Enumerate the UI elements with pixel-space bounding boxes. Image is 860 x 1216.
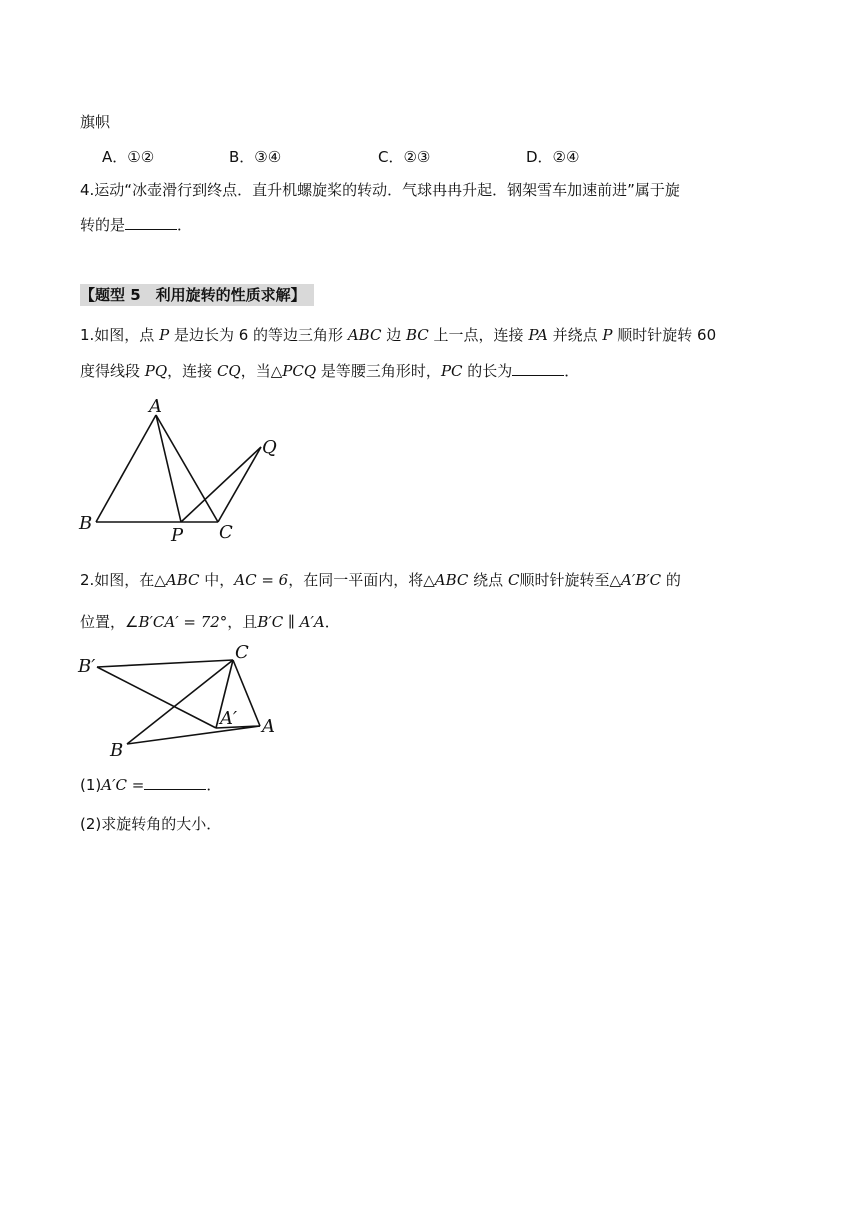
p2-text: 2.如图，在△ — [80, 571, 166, 589]
segment-bp-c — [97, 660, 233, 667]
p2-text: ． — [206, 776, 222, 794]
q4-line-2-end: ． — [177, 216, 193, 234]
p1-text: 顺时针旋转 60 — [612, 326, 717, 344]
p1-text: 是边长为 6 的等边三角形 — [169, 326, 348, 344]
p2-text: (1) — [80, 776, 102, 794]
label-b: B — [110, 740, 124, 761]
segment-cq — [218, 447, 261, 522]
p1-answer-blank[interactable] — [512, 361, 564, 376]
p2-line-1 — [80, 570, 681, 590]
p2-text: ，在同一平面内，将△ — [288, 571, 435, 589]
label-q: Q — [262, 437, 277, 458]
p1-text: ． — [564, 362, 580, 380]
option-d: D．②④ — [526, 148, 580, 166]
p1-text: 度得线段 — [80, 362, 145, 380]
p2-text: 绕点 — [468, 571, 508, 589]
section-title: 【题型 5 利用旋转的性质求解】 — [80, 284, 314, 306]
p1-math: PA — [528, 326, 548, 344]
label-a: A — [149, 396, 162, 417]
p2-math: A′B′C — [620, 571, 662, 589]
segment-pq — [181, 447, 261, 522]
p2-sub-1 — [80, 775, 221, 795]
p2-math: B′C ∥ A′A — [257, 613, 325, 631]
p2-math: B′CA′ = 72° — [138, 613, 228, 631]
label-a: A — [262, 716, 275, 737]
q4-line-2-text: 转的是 — [80, 216, 126, 234]
label-b: B — [79, 513, 93, 534]
segment-ac — [156, 415, 218, 522]
p1-math: BC — [405, 326, 429, 344]
p1-math: CQ — [216, 362, 241, 380]
p1-math: P — [602, 326, 613, 344]
option-a: A．①② — [102, 148, 155, 166]
p2-math: ABC — [165, 571, 200, 589]
q4-line-1: 4.运动“冰壶滑行到终点．直升机螺旋桨的转动．气球冉冉升起．钢架雪车加速前进”属于旋 — [80, 181, 680, 199]
option-c: C．②③ — [378, 148, 431, 166]
p2-line-2 — [80, 612, 340, 632]
p1-line-2 — [80, 361, 579, 381]
segment-ab — [96, 415, 156, 522]
q3-options — [102, 146, 802, 166]
p2-text: ，且 — [227, 613, 258, 631]
p1-text: ，连接 — [167, 362, 217, 380]
p1-text: 的长为 — [462, 362, 513, 380]
p2-text: 的 — [661, 571, 681, 589]
p2-text: 中， — [199, 571, 235, 589]
p2-answer-blank[interactable] — [144, 775, 206, 790]
label-c: C — [219, 522, 233, 543]
p1-text: ，当△ — [240, 362, 283, 380]
p1-text: 1.如图，点 — [80, 326, 160, 344]
label-b-prime: B′ — [78, 656, 96, 677]
option-b: B．③④ — [229, 148, 282, 166]
p2-text: 位置，∠ — [80, 613, 139, 631]
p1-text: 并绕点 — [547, 326, 603, 344]
p1-text: 上一点，连接 — [428, 326, 529, 344]
p1-math: PC — [440, 362, 463, 380]
label-a-prime: A′ — [220, 708, 238, 729]
p1-text: 边 — [381, 326, 406, 344]
p1-math: P — [159, 326, 170, 344]
p1-math: PCQ — [282, 362, 317, 380]
p2-text: 顺时针旋转至△ — [519, 571, 621, 589]
segment-ap — [156, 415, 181, 522]
p2-math: C — [507, 571, 520, 589]
label-p: P — [171, 525, 184, 546]
label-c: C — [235, 642, 249, 663]
q3-tail-text: 旗帜 — [80, 113, 111, 131]
p2-figure — [70, 640, 290, 765]
q4-line-2 — [80, 215, 192, 235]
p2-text: ． — [324, 613, 340, 631]
p1-math: PQ — [144, 362, 168, 380]
p2-math: ABC — [434, 571, 469, 589]
q4-answer-blank[interactable] — [125, 215, 177, 230]
p2-math: AC = 6 — [234, 571, 289, 589]
p1-line-1 — [80, 325, 716, 345]
p2-math: A′C = — [101, 776, 145, 794]
p1-math: ABC — [347, 326, 382, 344]
p1-figure — [70, 392, 290, 552]
segment-bp-ap — [97, 667, 216, 728]
p1-text: 是等腰三角形时， — [316, 362, 441, 380]
p2-sub-2: (2)求旋转角的大小． — [80, 815, 222, 833]
